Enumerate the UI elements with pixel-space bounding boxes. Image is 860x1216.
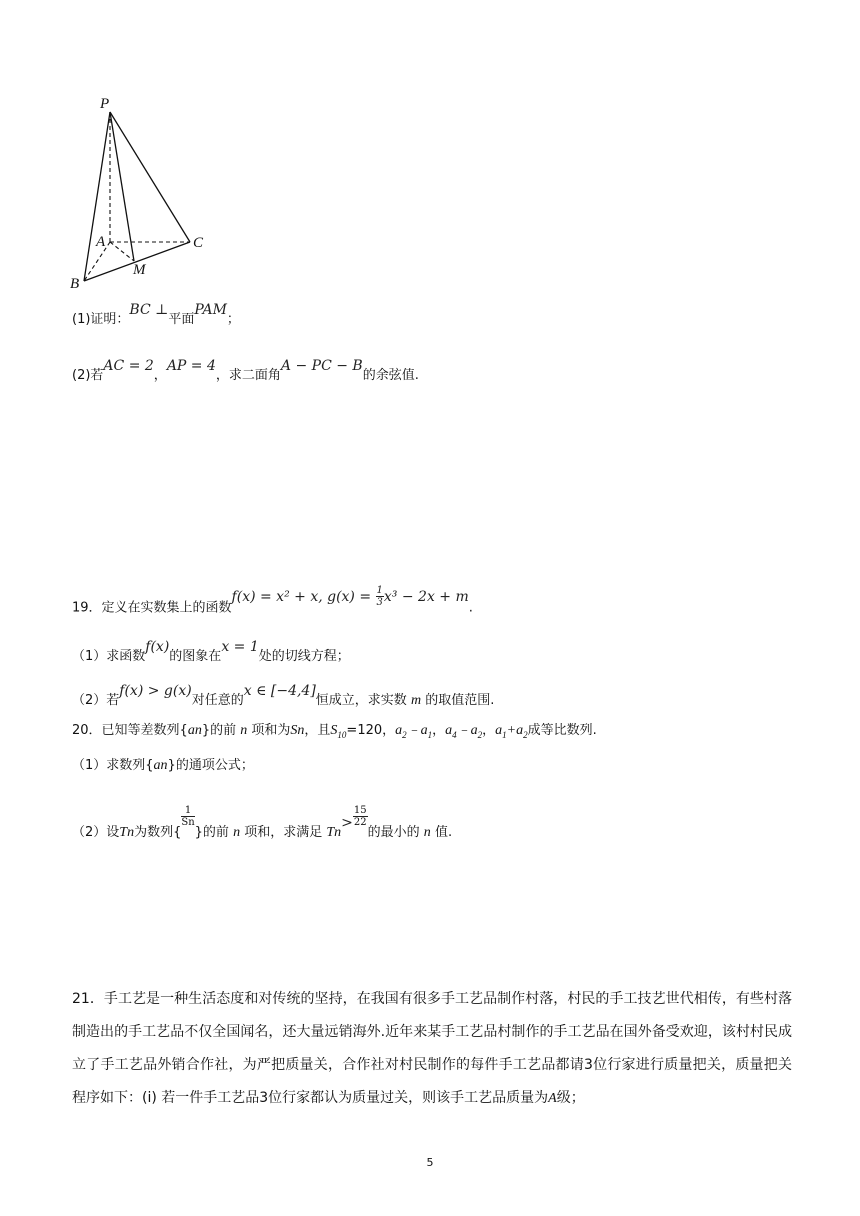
q19-func-head: f(x) = x² + x, g(x) = (231, 588, 372, 605)
q20-part2-label-a: （2）设 (72, 825, 120, 840)
q19-part2-math1: f(x) > g(x) (119, 683, 192, 699)
page-number: 5 (426, 1156, 434, 1169)
q20-part2-label-d: 项和，求满足 (244, 825, 323, 840)
q19-part2-label: （2）若 (72, 693, 120, 708)
q20-t4: ﹣a (456, 723, 478, 738)
q20-part2-frac (181, 805, 194, 828)
q18-part1-label: (1)证明： (72, 312, 130, 327)
q19-part2-math2: x ∈ [−4,4] (243, 683, 316, 699)
q20-intro-f: 成等比数列. (527, 723, 597, 738)
q20-term1 (395, 723, 432, 738)
label-P: P (100, 96, 110, 112)
q20-part2-label-e: 的最小的 (367, 825, 420, 840)
q19-part1-math2: x = 1 (221, 639, 259, 655)
q18-part1-end: ； (226, 312, 240, 327)
q21-end: 级； (556, 1090, 585, 1106)
q20-part2-label-b: 为数列{ (134, 825, 182, 840)
q19-part1 (72, 639, 350, 666)
q20-part2-gt: > (341, 815, 353, 831)
q19-intro-end: . (468, 600, 473, 616)
q20-part2-frac2-num: 15 (353, 805, 367, 816)
q19-part2-var: m (410, 693, 422, 708)
q18-part1 (72, 302, 240, 329)
q20-t6: +a (506, 723, 524, 738)
q19-part1-label: （1）求函数 (72, 649, 146, 664)
q20-part2-Tn2: Tn (326, 825, 342, 840)
q20-Sn: Sn (290, 723, 305, 738)
edge-PM (110, 112, 134, 261)
q20-intro-c: 项和为 (251, 723, 291, 738)
q20-part2-Tn: Tn (119, 825, 135, 840)
q20-part2-frac2-den: 22 (353, 817, 367, 828)
q20-t2-sub: 1 (427, 729, 433, 740)
edge-AM (110, 242, 134, 261)
q19-frac (376, 585, 384, 608)
q19-func (231, 585, 469, 608)
q20-t4-sub: 2 (477, 729, 483, 740)
q18-part2-sep: ， (153, 368, 167, 383)
edge-PC (110, 112, 190, 242)
q18-part1-math2: PAM (194, 302, 227, 318)
q20-n: n (240, 723, 248, 738)
q20-intro-d: ，且 (304, 723, 331, 738)
q20-intro-b: }的前 (201, 723, 237, 738)
label-B: B (70, 276, 80, 292)
q21-grade: A (548, 1091, 557, 1106)
q20-part2-label-c: }的前 (194, 825, 229, 840)
q20-part2-end: 值. (434, 825, 453, 840)
q19-intro (72, 585, 473, 619)
q20-t1: a (395, 723, 403, 738)
q18-part2-text: ，求二面角 (215, 368, 281, 383)
edge-PB (84, 112, 110, 281)
q18-part2-math2: AP = 4 (166, 358, 216, 374)
q20-term2 (445, 723, 482, 738)
q20-part2-n: n (233, 825, 241, 840)
q19-part2-text: 对任意的 (191, 693, 244, 708)
label-M: M (133, 262, 146, 278)
q20-S10-base: S (330, 723, 338, 738)
q20-part2-frac-num: 1 (181, 805, 194, 817)
q20-part2-frac2 (353, 805, 368, 828)
q20-sep2: ， (482, 723, 496, 738)
q20-S10-sub: 10 (337, 729, 347, 740)
q20-t2: ﹣a (406, 723, 428, 738)
q18-part2 (72, 358, 419, 385)
q19-part2-end: 的取值范围. (425, 693, 495, 708)
q20-intro-e: =120， (346, 723, 396, 738)
q18-part1-math1: BC ⊥ (129, 302, 169, 318)
q20-sep1: ， (432, 723, 446, 738)
q19-part1-end: 处的切线方程； (258, 649, 350, 664)
q19-func-tail: x³ − 2x + m (383, 588, 469, 605)
q20-t3-sub: 4 (452, 729, 457, 740)
q19-part1-text: 的图象在 (169, 649, 222, 664)
q20-an: an (187, 723, 202, 738)
q20-part1-an: an (153, 758, 168, 773)
label-A: A (96, 234, 106, 250)
q20-t5-sub: 1 (502, 729, 507, 740)
q20-S10 (330, 723, 346, 738)
q20-intro-a: 20．已知等差数列{ (72, 723, 188, 738)
q18-part2-math1: AC = 2 (103, 358, 154, 374)
q20-part2-frac-den: Sn (181, 817, 195, 828)
q20-part1 (72, 757, 254, 775)
q20-part1-label-a: （1）求数列{ (72, 758, 154, 773)
q20-term3 (495, 723, 527, 738)
q20-t5: a (495, 723, 503, 738)
q18-part2-end: 的余弦值. (362, 368, 419, 383)
q20-t6-sub: 2 (523, 729, 528, 740)
pyramid-figure (62, 90, 222, 295)
label-C: C (193, 235, 204, 251)
q20-t3: a (445, 723, 453, 738)
q20-part2 (72, 805, 453, 844)
q20-part1-label-b: }的通项公式； (167, 758, 254, 773)
q19-frac-num: 1 (376, 585, 383, 596)
q21-text: 21．手工艺是一种生活态度和对传统的坚持，在我国有很多手工艺品制作村落，村民的手工技艺世代相传，有些村落制造出的手工艺品不仅全国闻名，还大量远销海外.近年来某手工艺品村制作的手工艺品在国外备受欢迎，该村村民成立了手工艺品外销合作社，为严把质量关，合作社对村民制作的每件手工艺品都请3位行家进行质量把关，质量把关程序如下：(i) 若一件手工艺品3位行家都认为质量过关，则该手工艺品质量为 (72, 991, 792, 1106)
q19-part2 (72, 683, 495, 710)
q18-part1-text: 平面 (168, 312, 195, 327)
q18-part2-math3: A − PC − B (280, 358, 363, 374)
q20-part2-n2: n (423, 825, 431, 840)
q21-paragraph (72, 983, 792, 1115)
q19-frac-den: 3 (376, 597, 383, 608)
q18-part2-label: (2)若 (72, 368, 104, 383)
q19-part2-tail: 恒成立，求实数 (315, 693, 407, 708)
q20-t1-sub: 2 (402, 729, 407, 740)
q19-part1-math1: f(x) (145, 639, 170, 655)
q20-intro (72, 722, 597, 744)
q19-intro-text: 19．定义在实数集上的函数 (72, 600, 232, 616)
